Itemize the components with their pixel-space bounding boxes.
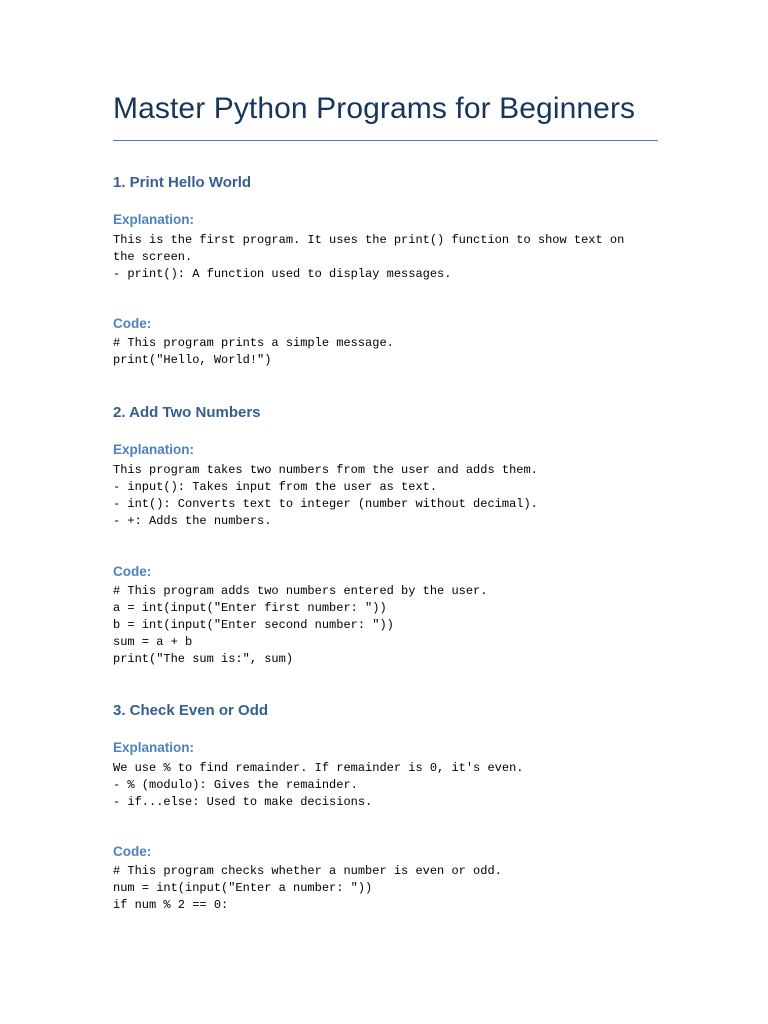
section-1-explanation-text: This is the first program. It uses the print() function to show text on the screen. - print(): A function used to display messages. [113, 233, 625, 281]
section-1-code-block: # This program prints a simple message. print("Hello, World!") [113, 336, 394, 367]
section-3-code-block: # This program checks whether a number is even or odd. num = int(input("Enter a number: ")) if num % 2 == 0: [113, 864, 502, 912]
section-3-explanation-text: We use % to find remainder. If remainder is 0, it's even. - % (modulo): Gives the remainder. - if...else: Used to make decisions. [113, 761, 524, 809]
section-2-code-block: # This program adds two numbers entered by the user. a = int(input("Enter first number: ")) b = int(input("Enter second number: ")) sum = a + b print("The sum is:", sum) [113, 584, 488, 666]
section-3-code-label: Code: [113, 844, 152, 859]
section-2-explanation-label: Explanation: [113, 442, 195, 457]
section-2-code-label: Code: [113, 564, 152, 579]
title-underline [113, 140, 658, 141]
section-3-explanation-label: Explanation: [113, 740, 195, 755]
document-title: Master Python Programs for Beginners [113, 92, 636, 125]
section-1-explanation-label: Explanation: [113, 212, 195, 227]
section-2-explanation-text: This program takes two numbers from the user and adds them. - input(): Takes input from the user as text. - int(): Converts text to integer (number without decimal). - +: Adds the numbers. [113, 463, 538, 528]
section-2-heading: 2. Add Two Numbers [113, 404, 261, 421]
section-1-code-label: Code: [113, 316, 152, 331]
section-3-heading: 3. Check Even or Odd [113, 702, 269, 719]
section-1-heading: 1. Print Hello World [113, 174, 252, 191]
